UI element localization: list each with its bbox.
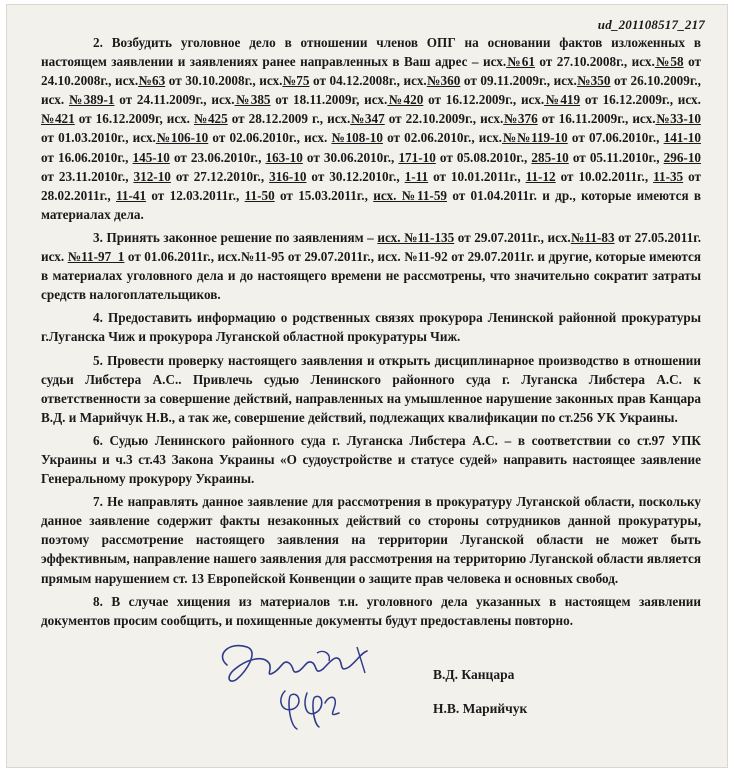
text-segment: от 27.05.2011г. исх. [41,229,702,265]
text-segment: от 16.12.2009г., исх. [423,92,545,108]
reference-number: №360 [426,73,461,89]
reference-number: 145-10 [132,149,170,165]
reference-number: №385 [234,92,271,108]
reference-number: №389-1 [68,92,115,108]
reference-number: №421 [41,111,75,127]
text-segment: от 02.06.2010г., исх. [208,130,332,146]
text-segment: от 05.11.2010г., [568,149,664,165]
paragraph-8 [41,592,701,630]
reference-number: 11-41 [116,187,147,203]
reference-number: исх. №11-135 [377,229,455,245]
text-segment: от 02.06.2010г., исх. [382,130,502,146]
reference-number: 1-11 [404,168,429,184]
paragraph-7 [41,492,701,587]
text-segment: от 18.11.2009г, исх. [270,92,388,108]
reference-number: 316-10 [269,168,307,184]
reference-number: №350 [576,73,611,89]
text-segment: от 30.10.2008г., исх. [165,73,283,89]
reference-number: №106-10 [155,130,209,146]
text-segment: от 23.06.2010г., [169,149,266,165]
reference-number: 171-10 [398,149,436,165]
text-segment: от 01.03.2010г., исх. [41,130,156,146]
reference-number: 11-50 [244,187,275,203]
reference-number: №63 [138,73,166,89]
text-segment: от 23.11.2010г., [41,168,134,184]
text-segment: от 26.10.2009г., исх. [41,73,701,108]
signer-2-name: Н.В. Марийчук [433,701,528,716]
text-segment: от 01.04.2011г. и др., которые имеются в материалах дела. [41,187,702,222]
paragraph-5 [41,351,701,427]
text-segment: от 15.03.2011г., [274,187,374,203]
text-segment: от 07.06.2010г., [567,130,664,146]
paragraph-3 [41,228,701,304]
text-segment: от 27.10.2008г., исх. [534,54,655,70]
reference-number: №108-10 [331,130,383,146]
reference-number: №11-97_1 [67,249,125,265]
text-segment: от 16.11.2009г., исх. [537,111,656,127]
reference-number: №33-10 [655,111,701,127]
reference-number: №75 [282,73,310,89]
document-page [6,4,728,768]
text-segment: от 10.02.2011г., [555,168,654,184]
signer-1-name: В.Д. Канцара [433,667,515,682]
reference-number: 312-10 [133,168,171,184]
reference-number: №58 [654,54,684,70]
text-segment: от 05.08.2010г., [435,149,532,165]
text-segment: 3. Принять законное решение по заявлениям – [93,229,378,245]
text-segment: 6. Судью Ленинского районного суда г. Луганска Либстера А.С. – в соответствии со ст.97 УПК Украины и ч.3 ст.43 Закона Украины «О судоустройстве и статусе судей» направить настоящее заявление Генеральному прокурору Украины. [41,432,701,487]
text-segment: 8. В случае хищения из материалов т.н. уголовного дела указанных в настоящем заявлении документов просим сообщить, и похищенные документы будут предоставлены повторно. [41,593,701,628]
text-segment: от 10.01.2011г., [428,168,526,184]
text-segment: 2. Возбудить уголовное дело в отношении членов ОПГ на основании фактов изложенных в настоящем заявлении и заявлениях ранее направленных в Ваш адрес – исх. [41,35,701,70]
text-segment: от 09.11.2009г., исх. [460,73,577,89]
text-segment: от 30.06.2010г., [302,149,399,165]
reference-number: №61 [506,54,535,70]
reference-number: №347 [350,111,385,127]
text-segment: от 04.12.2008г., исх. [309,73,427,89]
reference-number: №№119-10 [501,130,568,146]
reference-number: исх. №11-59 [373,187,448,203]
reference-number: 11-35 [653,168,684,184]
text-segment: от 16.12.2009г., исх. [580,92,701,108]
text-segment: от 24.10.2008г., исх. [41,54,701,89]
text-segment: 5. Провести проверку настоящего заявления и открыть дисциплинарное производство в отношении судьи Либстера А.С.. Привлечь судью Ленинского районного суда г. Луганска Либстера А.С. к ответственности за совершение действий, направленных на умышленное нарушение законных прав Канцара В.Д. и Марийчук Н.В., а так же, совершение действий, подлежащих квалификации по ст.256 УК Украины. [41,352,701,425]
reference-number: 11-12 [525,168,556,184]
document-body [41,33,701,634]
reference-number: №11-83 [570,229,615,245]
text-segment: от 16.06.2010г., [41,149,133,165]
bleed-through-text [47,705,687,720]
reference-number: №425 [193,111,228,127]
document-id: ud_201108517_217 [597,17,705,32]
text-segment: от 29.07.2011г., исх. [454,229,571,245]
text-segment: 4. Предоставить информацию о родственных связях прокурора Ленинской районной прокуратуры г.Луганска Чиж и прокурора Луганской областной прокуратуры Чиж. [41,310,701,345]
text-segment: от 28.02.2011г., [41,168,702,203]
text-segment: от 16.12.2009г, исх. [74,111,194,127]
reference-number: №420 [387,92,424,108]
text-segment: от 22.10.2009г., исх. [384,111,504,127]
text-segment: от 30.12.2010г., [306,168,405,184]
reference-number: 163-10 [265,149,303,165]
paragraph-6 [41,431,701,488]
reference-number: №419 [544,92,581,108]
text-segment: 7. Не направлять данное заявление для рассмотрения в прокуратуру Луганской области, поскольку данное заявление содержит факты незаконных действий со стороны сотрудников данной прокуратуры, поэтому рассмотрение настоящего заявления на территории Луганской области не может быть эффективным, направление нашего заявления для рассмотрения на территорию Луганской области является прямым нарушением ст. 13 Европейской Конвенции о защите прав человека и основных свобод. [41,494,701,586]
text-segment: от 01.06.2011г., исх.№11-95 от 29.07.2011г., исх. №11-92 от 29.07.2011г. и другие, которые имеются в материалах уголовного дела и до настоящего времени не рассмотрены, что значительно сократит затраты средств налогоплательщиков. [41,249,702,303]
text-segment: от 28.12.2009 г., исх. [227,111,351,127]
text-segment: от 27.12.2010г., [170,168,270,184]
reference-number: 141-10 [663,130,701,146]
paragraph-2 [41,33,701,224]
text-segment: от 12.03.2011г., [146,187,245,203]
paragraph-4 [41,308,701,346]
reference-number: №376 [503,111,538,127]
reference-number: 285-10 [531,149,569,165]
text-segment: от 24.11.2009г., исх. [114,92,235,108]
reference-number: 296-10 [663,149,702,165]
